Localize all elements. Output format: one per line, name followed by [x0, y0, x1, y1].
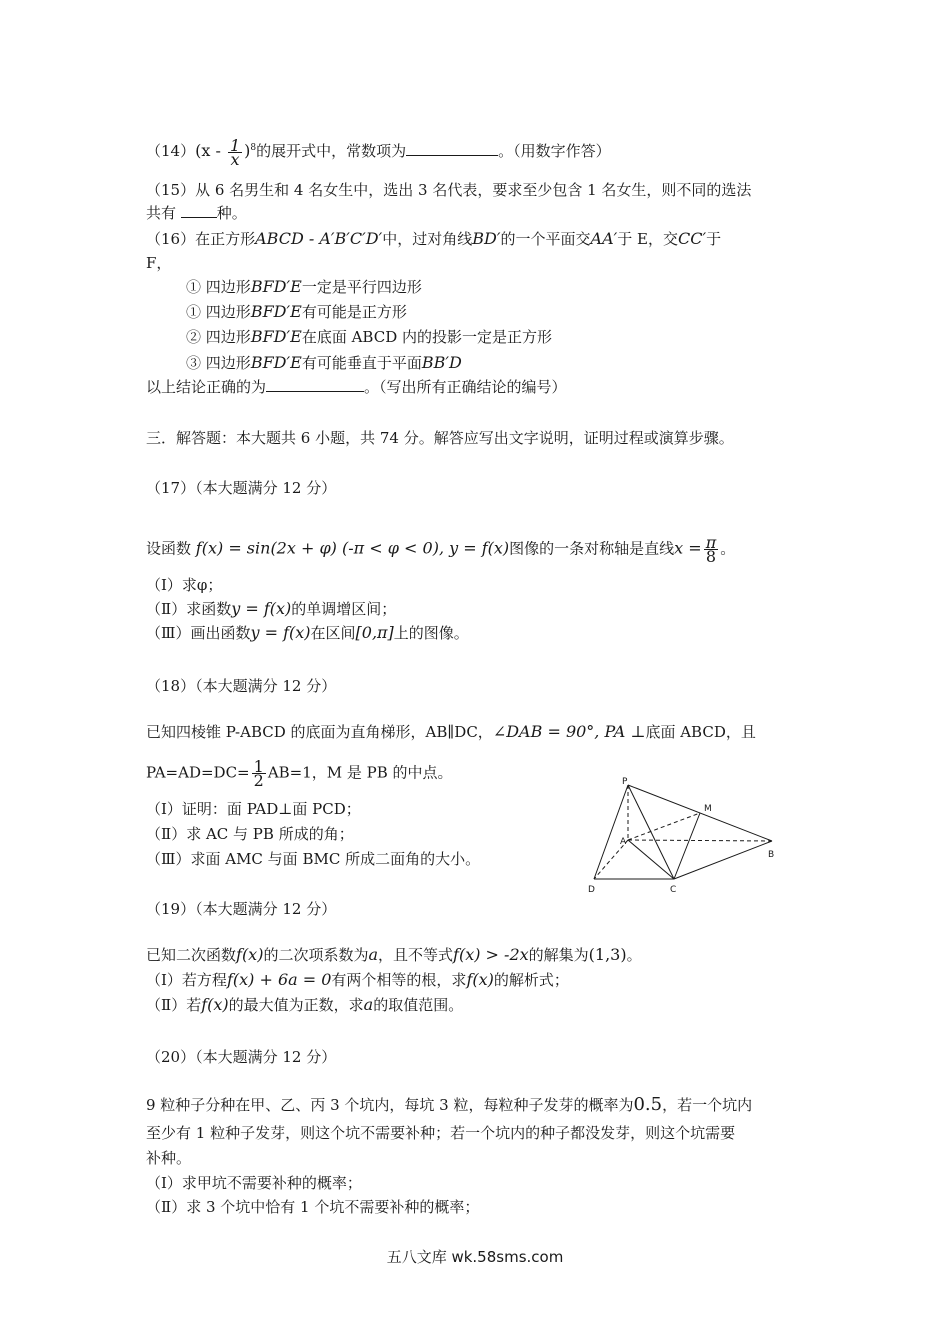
vertex-label-p: P — [622, 777, 628, 787]
question-16-line-2: F， — [146, 254, 172, 272]
question-18-part-2: （Ⅱ）求 AC 与 PB 所成的角； — [146, 825, 354, 843]
statement-item: ① 四边形BFD′E一定是平行四边形 — [186, 277, 422, 296]
edge-mc — [674, 813, 700, 879]
fraction: $\frac{1}{x}$ — [229, 135, 241, 169]
math-expression: (x - — [195, 141, 226, 160]
vertex-label-a: A — [620, 837, 627, 847]
question-18-stem-2: PA=AD=DC= $\frac{1}{2}$ AB=1，M 是 PB 的中点。 — [146, 757, 453, 790]
pyramid-figure — [580, 775, 790, 900]
question-14: （14）(x - $\frac{1}{x}$ )$^8$的展开式中，常数项为 。（用数字作答） — [146, 135, 611, 169]
vertex-label-d: D — [588, 885, 595, 895]
edge-ab — [628, 840, 772, 841]
answer-blank — [406, 141, 498, 156]
answer-blank — [266, 377, 364, 392]
statement-item: ③ 四边形BFD′E有可能垂直于平面BB′D — [186, 353, 462, 372]
edge-pd — [594, 785, 628, 879]
question-19-header: （19）（本大题满分 12 分） — [146, 900, 337, 918]
question-20-line-3: 补种。 — [146, 1149, 192, 1167]
vertex-label-m: M — [704, 804, 712, 814]
question-16-conclusion: 以上结论正确的为 。（写出所有正确结论的编号） — [146, 378, 567, 396]
question-18-part-1: （Ⅰ）证明：面 PAD⊥面 PCD； — [146, 800, 361, 818]
question-20-part-2: （Ⅱ）求 3 个坑中恰有 1 个坑不需要补种的概率； — [146, 1198, 480, 1216]
question-17-part-2: （Ⅱ）求函数y = f(x)的单调增区间； — [146, 599, 397, 618]
question-20-part-1: （Ⅰ）求甲坑不需要补种的概率； — [146, 1174, 362, 1192]
question-19-stem: 已知二次函数f(x)的二次项系数为a，且不等式f(x) > -2x的解集为(1,3)。 — [146, 945, 642, 964]
question-17-stem: 设函数 f(x) = sin(2x + φ) (-π < φ < 0), y = f(x)图像的一条对称轴是直线x = $\frac{\pi}{8}$ 。 — [146, 533, 736, 566]
question-15-line-1: （15）从 6 名男生和 4 名女生中，选出 3 名代表，要求至少包含 1 名女生，则不同的选法 — [146, 181, 752, 199]
question-18-part-3: （Ⅲ）求面 AMC 与面 BMC 所成二面角的大小。 — [146, 850, 481, 868]
edge-pc — [628, 785, 674, 879]
question-20-header: （20）（本大题满分 12 分） — [146, 1048, 337, 1066]
question-15-line-2: 共有 种。 — [146, 204, 247, 222]
edge-ac — [628, 840, 674, 879]
question-17-part-1: （Ⅰ）求φ； — [146, 576, 223, 594]
edge-cb — [674, 841, 775, 879]
footer-watermark: 五八文库 wk.58sms.com — [386, 1248, 564, 1266]
question-number: （14） — [146, 142, 196, 160]
question-20-line-1: 9 粒种子分种在甲、乙、丙 3 个坑内，每坑 3 粒，每粒种子发芽的概率为0.5，若一个坑内 — [146, 1094, 753, 1115]
answer-blank — [181, 203, 217, 218]
statement-item: ② 四边形BFD′E在底面 ABCD 内的投影一定是正方形 — [186, 327, 552, 346]
question-17-header: （17）（本大题满分 12 分） — [146, 479, 337, 497]
question-20-line-2: 至少有 1 粒种子发芽，则这个坑不需要补种；若一个坑内的种子都没发芽，则这个坑需要 — [146, 1124, 736, 1142]
question-19-part-2: （Ⅱ）若f(x)的最大值为正数，求a的取值范围。 — [146, 995, 464, 1014]
question-17-part-3: （Ⅲ）画出函数y = f(x)在区间[0,π]上的图像。 — [146, 623, 469, 642]
section-heading: 三．解答题：本大题共 6 小题，共 74 分。解答应写出文字说明，证明过程或演算步骤。 — [146, 429, 734, 447]
vertex-label-c: C — [670, 885, 677, 895]
question-18-stem-1: 已知四棱锥 P-ABCD 的底面为直角梯形，AB∥DC，∠DAB = 90°, PA ⊥底面 ABCD，且 — [146, 722, 756, 741]
vertex-label-b: B — [768, 850, 775, 860]
fraction: $\frac{1}{2}$ — [253, 757, 264, 790]
question-19-part-1: （Ⅰ）若方程f(x) + 6a = 0有两个相等的根，求f(x)的解析式； — [146, 970, 569, 989]
edge-am — [628, 813, 700, 840]
exponent: 8 — [250, 143, 257, 153]
question-18-header: （18）（本大题满分 12 分） — [146, 677, 337, 695]
fraction: $\frac{\pi}{8}$ — [705, 533, 717, 566]
statement-item: ① 四边形BFD′E有可能是正方形 — [186, 302, 407, 321]
question-16-line-1: （16）在正方形ABCD - A′B′C′D′中，过对角线BD′的一个平面交AA′于 E，交CC′于 — [146, 229, 722, 248]
